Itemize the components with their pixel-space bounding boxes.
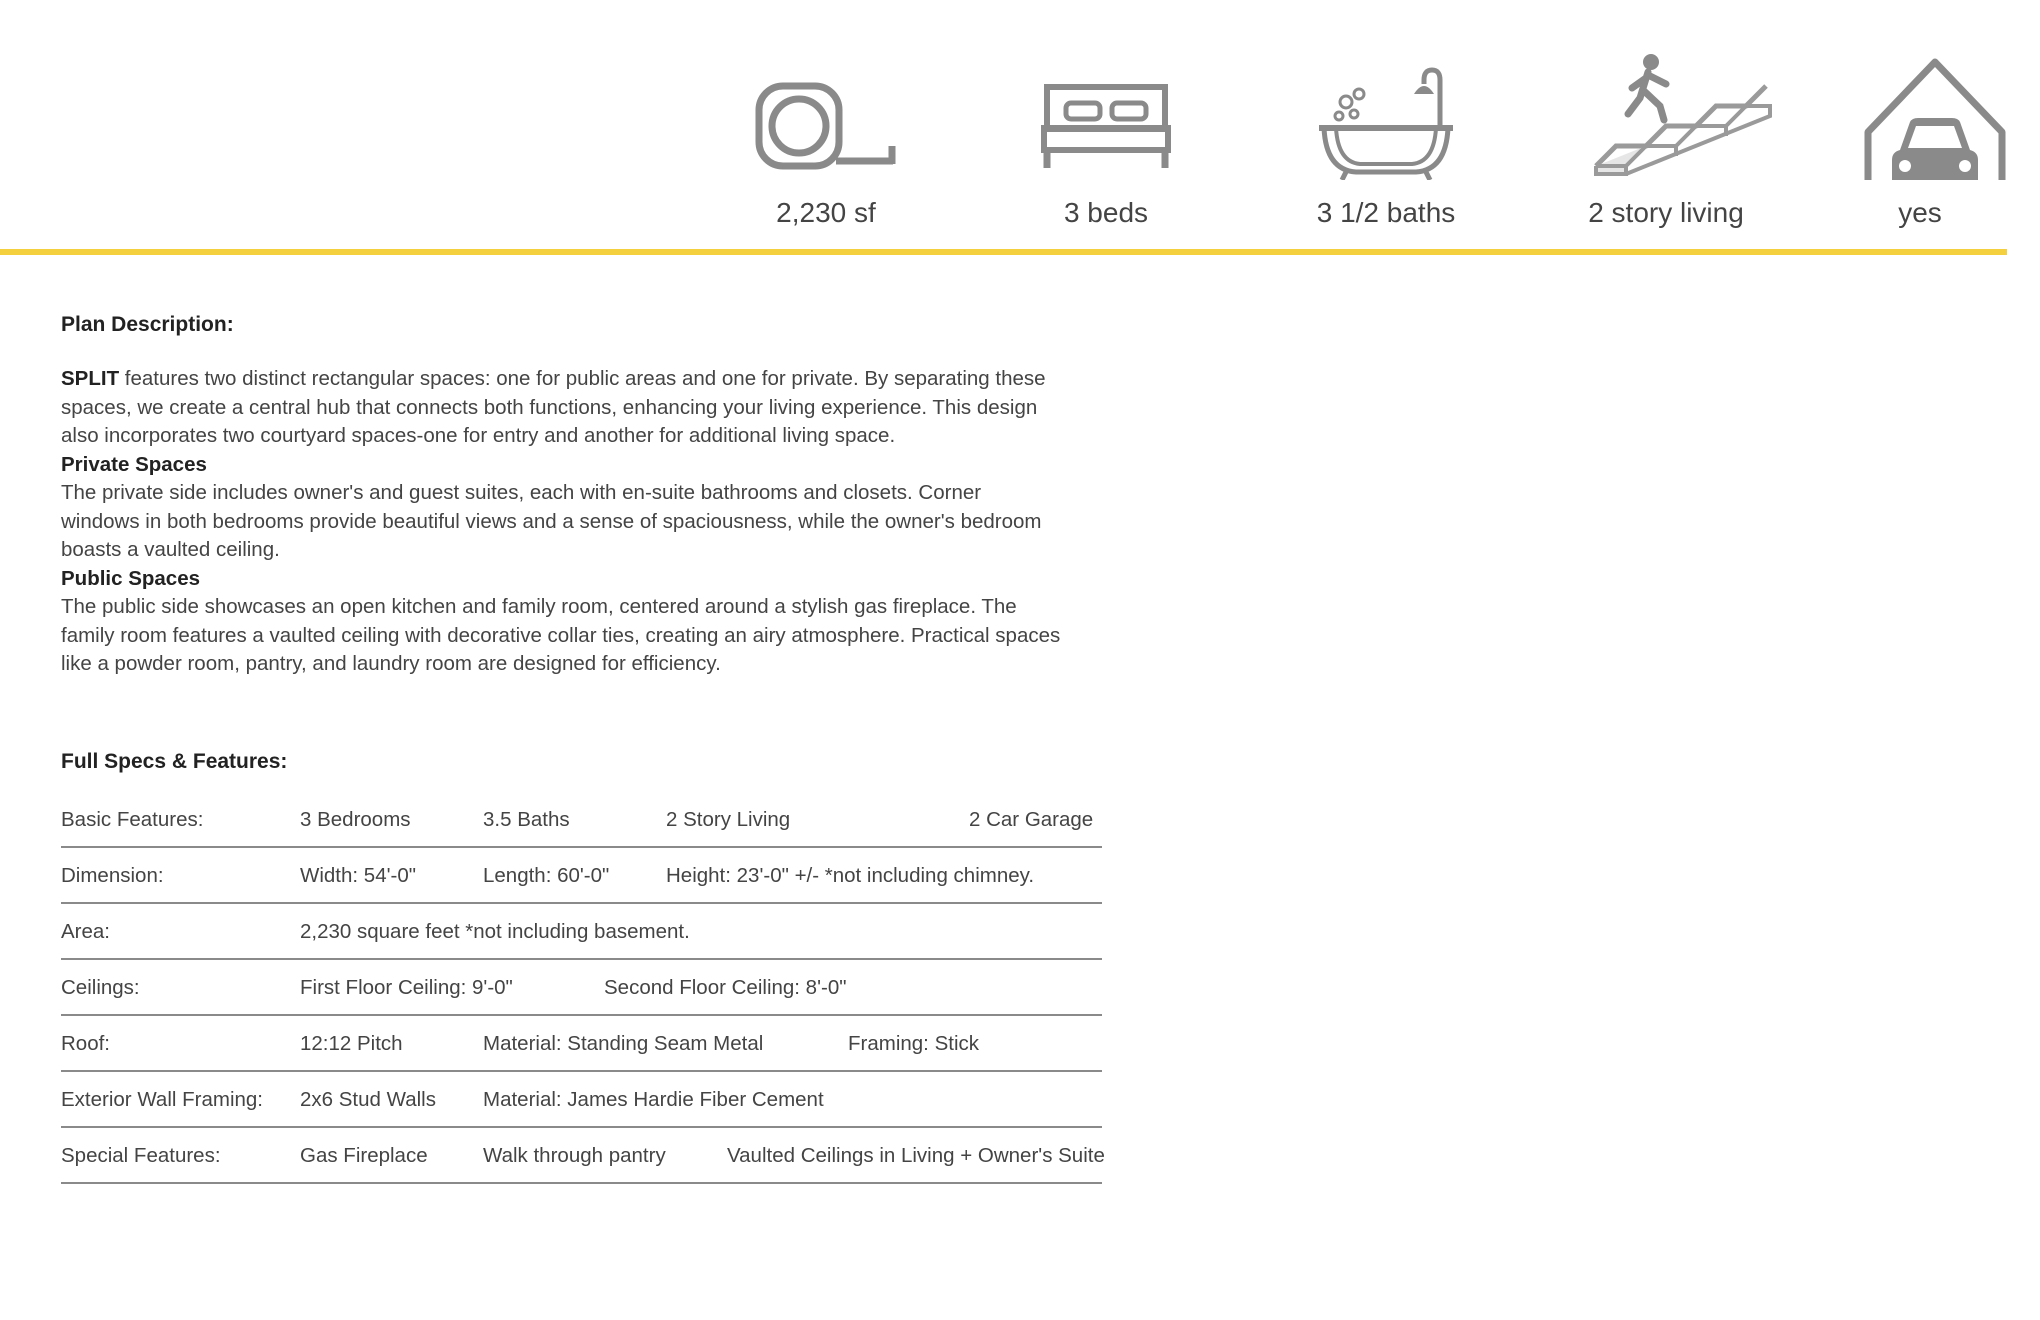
private-spaces-heading: Private Spaces xyxy=(61,452,207,476)
spec-value: 2,230 square feet *not including basement. xyxy=(300,920,690,943)
stat-label: 2,230 sf xyxy=(776,197,876,228)
bed-icon xyxy=(976,50,1236,180)
stat-label: 3 1/2 baths xyxy=(1316,197,1456,228)
spec-value: 12:12 Pitch xyxy=(300,1032,403,1055)
spec-value: Material: James Hardie Fiber Cement xyxy=(483,1088,824,1111)
plan-description-heading: Plan Description: xyxy=(61,313,234,336)
stat-baths xyxy=(1256,0,1516,250)
spec-value: 2 Story Living xyxy=(666,808,791,831)
spec-label: Ceilings: xyxy=(61,976,140,999)
spec-value: Vaulted Ceilings in Living + Owner's Suite xyxy=(727,1144,1105,1167)
private-spaces-text: The private side includes owner's and guest suites, each with en-suite bathrooms and closets. Corner windows in both bedrooms provide beautiful views and a sense of spaciousness, while the owner's bedroom boasts a vaulted ceiling. xyxy=(61,481,1042,561)
stairs-icon xyxy=(1536,50,1796,180)
spec-value: First Floor Ceiling: 9'-0" xyxy=(300,976,513,999)
spec-row-special-features xyxy=(61,1128,1105,1184)
spec-row-exterior-wall xyxy=(61,1072,1102,1128)
stat-beds xyxy=(976,0,1236,250)
plan-name: SPLIT xyxy=(61,367,120,390)
spec-row-ceilings xyxy=(61,960,1102,1016)
specs-table xyxy=(61,792,1105,1184)
spec-value: Material: Standing Seam Metal xyxy=(483,1032,764,1055)
spec-value: 2 Car Garage xyxy=(969,808,1094,831)
specs-heading: Full Specs & Features: xyxy=(61,750,288,773)
spec-label: Exterior Wall Framing: xyxy=(61,1088,263,1111)
spec-value: 2x6 Stud Walls xyxy=(300,1088,436,1111)
spec-row-basic-features xyxy=(61,792,1102,848)
spec-row-roof xyxy=(61,1016,1102,1072)
stat-label: yes xyxy=(1898,197,1942,228)
spec-value: Walk through pantry xyxy=(483,1144,666,1167)
spec-value: 3.5 Baths xyxy=(483,808,570,831)
tape-measure-icon xyxy=(696,50,956,180)
bathtub-icon xyxy=(1256,50,1516,180)
stat-square-feet xyxy=(696,0,956,250)
spec-value: Width: 54'-0" xyxy=(300,864,417,887)
spec-label: Dimension: xyxy=(61,864,164,887)
spec-row-dimension xyxy=(61,848,1102,904)
intro-paragraph xyxy=(61,365,1061,451)
spec-label: Area: xyxy=(61,920,110,943)
public-spaces-text: The public side showcases an open kitchen and family room, centered around a stylish gas fireplace. The family room features a vaulted ceiling with decorative collar ties, creating an airy atmosphere. Practical spaces like a powder room, pantry, and laundry room are designed for efficiency. xyxy=(61,595,1061,675)
spec-label: Special Features: xyxy=(61,1144,221,1167)
garage-icon xyxy=(1800,50,2040,180)
stat-label: 3 beds xyxy=(1063,197,1149,228)
spec-row-area xyxy=(61,904,1102,960)
public-spaces-heading: Public Spaces xyxy=(61,566,201,590)
spec-value: Gas Fireplace xyxy=(300,1144,428,1167)
spec-value: Framing: Stick xyxy=(848,1032,979,1055)
stat-stories xyxy=(1536,0,1796,250)
accent-divider xyxy=(0,249,2007,255)
spec-value: Height: 23'-0" +/- *not including chimney. xyxy=(666,864,1035,887)
spec-value: Second Floor Ceiling: 8'-0" xyxy=(604,976,847,999)
stat-garage xyxy=(1800,0,2040,250)
spec-value: 3 Bedrooms xyxy=(300,808,411,831)
stats-bar xyxy=(0,0,2040,260)
spec-label: Roof: xyxy=(61,1032,110,1055)
spec-label: Basic Features: xyxy=(61,808,204,831)
stat-label: 2 story living xyxy=(1588,197,1744,228)
plan-description xyxy=(61,365,1061,679)
spec-value: Length: 60'-0" xyxy=(483,864,610,887)
intro-text: features two distinct rectangular spaces: one for public areas and one for private. By separating these spaces, we create a central hub that connects both functions, enhancing your living experience. This design also incorporates two courtyard spaces-one for entry and another for additional living space. xyxy=(61,367,1046,447)
